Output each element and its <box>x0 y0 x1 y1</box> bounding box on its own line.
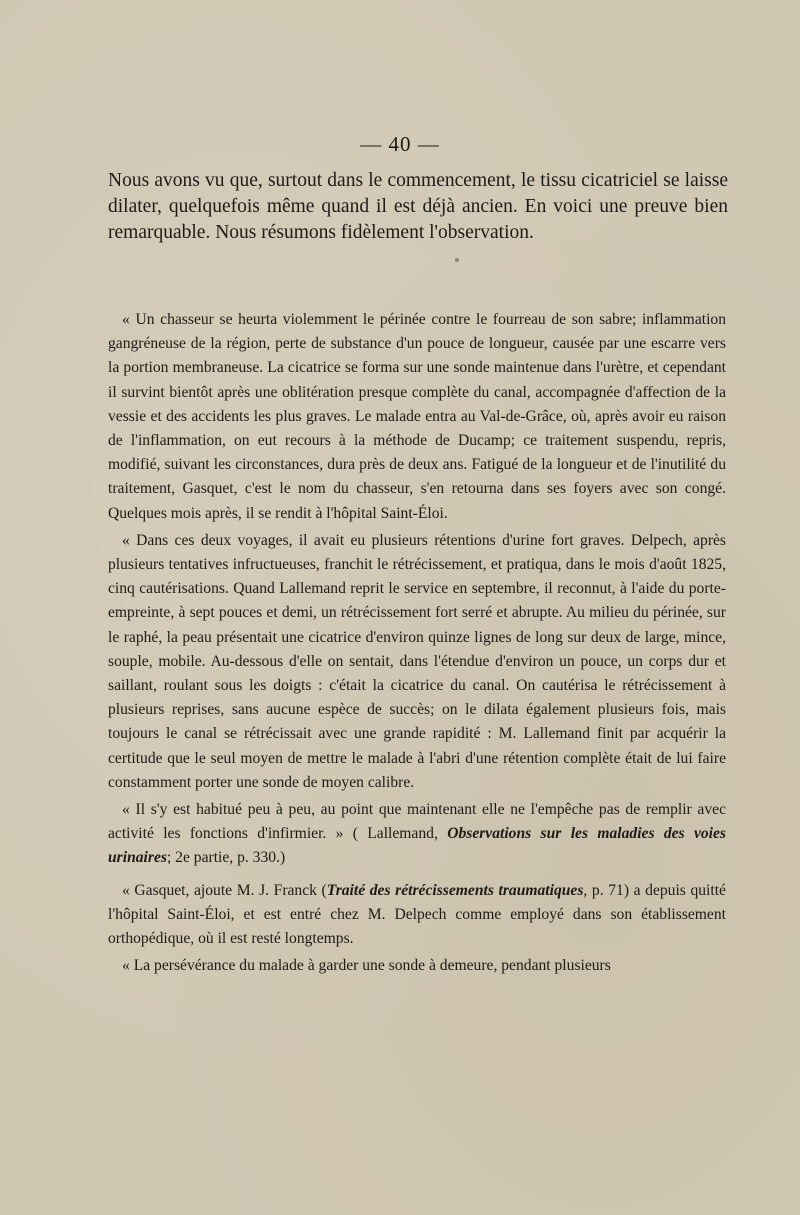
quote-paragraph-3-citation: ; 2e partie, p. 330.) <box>166 849 286 867</box>
cited-work-title: Observations sur les maladies des voies urinaires <box>108 825 726 867</box>
quote-paragraph-4-text: « Gasquet, ajoute M. J. Franck ( <box>122 881 327 899</box>
quote-paragraph-4-rest: , p. 71) a depuis quitté l'hôpital Saint-Éloi, et est entré chez M. Delpech comme employé dans son établissement orthopédique, où il est resté longtemps. <box>108 881 726 948</box>
quote-paragraph-3 <box>108 798 726 871</box>
quote-paragraph-1: « Un chasseur se heurta violemment le périnée contre le fourreau de son sabre; inflammation gangréneuse de la région, perte de substance d'un pouce de longueur, causée par une escarre vers la portion membraneuse. La cicatrice se forma sur une sonde maintenue dans l'urètre, et cependant il survint bientôt après une oblitération presque complète du canal, accompagnée d'affection de la vessie et des accidents les plus graves. Le malade entra au Val-de-Grâce, où, après avoir eu raison de l'inflammation, on eut recours à la méthode de Ducamp; ce traitement suspendu, repris, modifié, suivant les circonstances, dura près de deux ans. Fatigué de la longueur et de l'inutilité du traitement, Gasquet, c'est le nom du chasseur, s'en retourna dans ses foyers avec son congé. Quelques mois après, il se rendit à l'hôpital Saint-Éloi. <box>108 311 726 522</box>
quote-paragraph-2: « Dans ces deux voyages, il avait eu plusieurs rétentions d'urine fort graves. Delpech, après plusieurs tentatives infructueuses, franchit le rétrécissement, et pratiqua, dans le mois d'août 1825, cinq cautérisations. Quand Lallemand reprit le service en septembre, il reconnut, à l'aide du porte-empreinte, à sept pouces et demi, un rétrécissement fort serré et abrupte. Au milieu du périnée, sur le raphé, la peau présentait une cicatrice d'environ quinze lignes de long sur deux de large, mince, souple, mobile. Au-dessous d'elle on sentait, dans l'étendue d'environ un pouce, un corps dur et saillant, roulant sous les doigts : c'était la cicatrice du canal. On cautérisa le rétrécissement à plusieurs reprises, sans aucune espèce de succès; on le dilata également plusieurs fois, mais toujours le canal se rétrécissait avec une grande rapidité : M. Lallemand finit par acquérir la certitude que le seul moyen de mettre le malade à l'abri d'une rétention complète était de lui faire constamment porter une sonde de moyen calibre. <box>108 531 726 791</box>
quote-paragraph-5: « La persévérance du malade à garder une sonde à demeure, pendant plusieurs <box>122 957 611 975</box>
intro-paragraph <box>108 168 728 246</box>
quoted-observation <box>108 308 726 981</box>
quote-paragraph-4 <box>108 879 726 952</box>
ink-speck <box>455 258 459 262</box>
intro-text: Nous avons vu que, surtout dans le commencement, le tissu cicatriciel se laisse dilater, quelquefois même quand il est déjà ancien. En voici une preuve bien remarquable. Nous résumons fidèlement l'observation. <box>108 170 728 243</box>
cited-treatise-title: Traité des rétrécissements traumatiques <box>326 881 584 899</box>
quote-paragraph-3-text: « Il s'y est habitué peu à peu, au point que maintenant elle ne l'empêche pas de remplir avec activité les fonctions d'infirmier. » ( Lallemand, <box>108 801 726 843</box>
page-number: — 40 — <box>360 132 440 156</box>
